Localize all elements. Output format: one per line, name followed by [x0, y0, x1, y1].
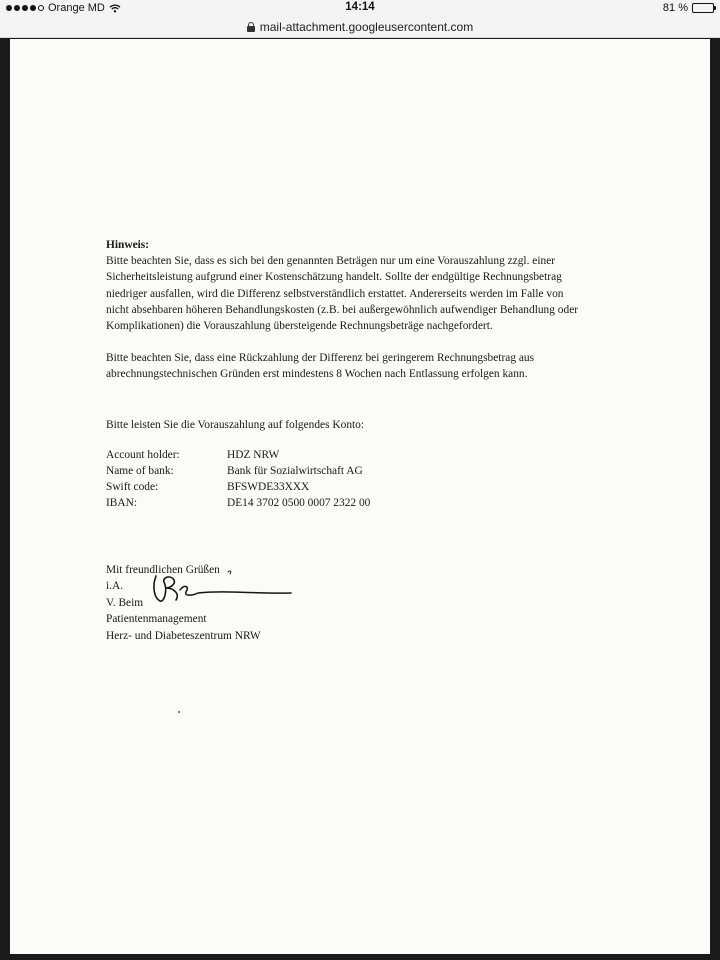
text-line: niedriger ausfallen, wird die Differenz selbstverständlich erstattet. Andererseits werden im Falle von: [106, 287, 564, 300]
note-paragraph-2: [106, 350, 666, 382]
payment-instruction: Bitte leisten Sie die Vorauszahlung auf folgendes Konto:: [106, 418, 365, 431]
iban-value: DE14 3702 0500 0007 2322 00: [227, 497, 371, 510]
ia-line: [106, 578, 666, 595]
carrier-name: Orange MD: [48, 2, 105, 14]
scan-speck: [178, 711, 180, 713]
url-text[interactable]: mail-attachment.googleusercontent.com: [259, 19, 474, 34]
text-line: nicht absehbaren höheren Behandlungskosten (z.B. bei außergewöhnlich aufwendiger Behandlung oder: [106, 303, 579, 316]
status-bar: [0, 0, 720, 16]
address-bar[interactable]: [0, 16, 720, 38]
battery-icon: [692, 3, 714, 13]
signer-department: Patientenmanagement: [106, 613, 207, 626]
document-page: [10, 39, 710, 954]
battery-group: [663, 2, 714, 14]
swift-code-row: [106, 479, 666, 495]
document-viewer[interactable]: [0, 39, 720, 960]
greeting: Mit freundlichen Grüßen: [106, 563, 220, 576]
bank-name-row: [106, 463, 666, 479]
iban-row: [106, 495, 666, 511]
account-holder-value: HDZ NRW: [227, 448, 280, 461]
text-line: Komplikationen) die Vorauszahlung übersteigende Rechnungsbeträge nachgefordert.: [106, 320, 493, 333]
account-holder-row: [106, 447, 666, 463]
battery-percent: 81 %: [662, 2, 688, 14]
handwritten-signature: [146, 568, 296, 608]
swift-code-value: BFSWDE33XXX: [227, 481, 310, 494]
bank-name-label: Name of bank:: [106, 465, 174, 478]
closing-block: [106, 562, 666, 645]
note-paragraph-1: [106, 253, 666, 334]
signer-name: V. Beim: [106, 596, 144, 609]
note-heading: Hinweis:: [106, 239, 150, 251]
document-body: [106, 237, 666, 644]
iban-label: IBAN:: [106, 497, 138, 510]
lock-icon: [247, 22, 255, 32]
text-line: Sicherheitsleistung aufgrund einer Kostenschätzung handelt. Sollte der endgültige Rechnungsbetrag: [106, 271, 562, 284]
signer-organization: Herz- und Diabeteszentrum NRW: [106, 629, 261, 642]
ia-text: i.A.: [106, 580, 124, 593]
text-line: Bitte beachten Sie, dass es sich bei den genannten Beträgen nur um eine Vorauszahlung zzgl. einer: [106, 255, 556, 268]
bank-account-details: [106, 447, 666, 512]
account-holder-label: Account holder:: [106, 448, 180, 461]
text-line: abrechnungstechnischen Gründen erst mindestens 8 Wochen nach Entlassung erfolgen kann.: [106, 368, 528, 381]
text-line: Bitte beachten Sie, dass eine Rückzahlung der Differenz bei geringerem Rechnungsbetrag aus: [106, 352, 535, 365]
swift-code-label: Swift code:: [106, 481, 159, 494]
bank-name-value: Bank für Sozialwirtschaft AG: [227, 465, 363, 478]
clock: 14:14: [345, 1, 375, 13]
